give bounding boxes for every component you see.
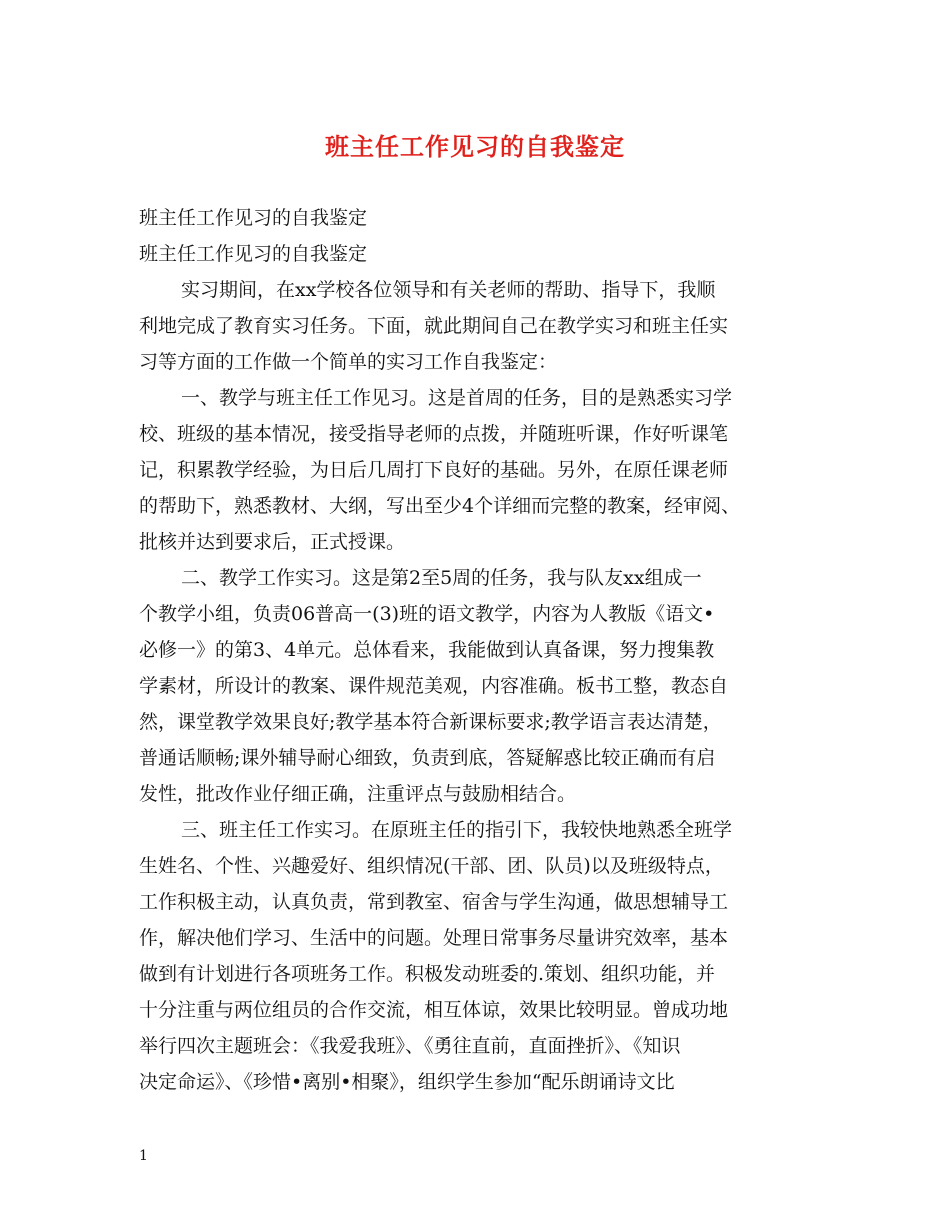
paragraph-line: 十分注重与两位组员的合作交流，相互体谅，效果比较明显。曾成功地 [139, 999, 729, 1021]
paragraph-line: 必修一》的第3、4单元。总体看来，我能做到认真备课，努力搜集教 [139, 639, 715, 661]
subtitle-line: 班主任工作见习的自我鉴定 [139, 207, 368, 229]
paragraph-line: 生姓名、个性、兴趣爱好、组织情况(干部、团、队员)以及班级特点， [139, 855, 724, 877]
paragraph-line: 校、班级的基本情况，接受指导老师的点拨，并随班听课，作好听课笔 [139, 423, 729, 445]
paragraph-line: 批核并达到要求后，正式授课。 [139, 531, 406, 553]
paragraph-line: 利地完成了教育实习任务。下面，就此期间自己在教学实习和班主任实 [139, 315, 729, 337]
paragraph-line: 一、教学与班主任工作见习。这是首周的任务，目的是熟悉实习学 [181, 387, 733, 409]
paragraph-line: 记，积累教学经验，为日后几周打下良好的基础。另外，在原任课老师 [139, 459, 729, 481]
subtitle-line: 班主任工作见习的自我鉴定 [139, 243, 368, 265]
document-body [139, 200, 829, 1100]
paragraph-line: 工作积极主动，认真负责，常到教室、宿舍与学生沟通，做思想辅导工 [139, 891, 729, 913]
paragraph-line: 二、教学工作实习。这是第2至5周的任务，我与队友xx组成一 [181, 567, 702, 589]
paragraph-line: 学素材，所设计的教案、课件规范美观，内容准确。板书工整，教态自 [139, 675, 729, 697]
paragraph-line: 然，课堂教学效果良好;教学基本符合新课标要求;教学语言表达清楚， [139, 711, 722, 733]
paragraph-line: 作，解决他们学习、生活中的问题。处理日常事务尽量讲究效率，基本 [139, 927, 729, 949]
paragraph-line: 实习期间，在xx学校各位领导和有关老师的帮助、指导下，我顺 [181, 279, 716, 301]
paragraph-line: 普通话顺畅;课外辅导耐心细致，负责到底，答疑解惑比较正确而有启 [139, 747, 716, 769]
paragraph-line: 发性，批改作业仔细正确，注重评点与鼓励相结合。 [139, 783, 577, 805]
paragraph-line: 习等方面的工作做一个简单的实习工作自我鉴定： [139, 351, 558, 373]
page-number: 1 [139, 1148, 148, 1164]
paragraph-line: 决定命运》、《珍惜•离别•相聚》，组织学生参加“配乐朗诵诗文比 [139, 1071, 675, 1093]
paragraph-line: 举行四次主题班会：《我爱我班》、《勇往直前，直面挫折》、《知识 [139, 1035, 681, 1057]
paragraph-line: 个教学小组，负责06普高一(3)班的语文教学，内容为人教版《语文• [139, 603, 715, 625]
paragraph-line: 三、班主任工作实习。在原班主任的指引下，我较快地熟悉全班学 [181, 819, 733, 841]
document-title: 班主任工作见习的自我鉴定 [325, 132, 625, 161]
paragraph-line: 的帮助下，熟悉教材、大纲，写出至少4个详细而完整的教案，经审阅、 [139, 495, 741, 517]
paragraph-line: 做到有计划进行各项班务工作。积极发动班委的.策划、组织功能，并 [139, 963, 716, 985]
